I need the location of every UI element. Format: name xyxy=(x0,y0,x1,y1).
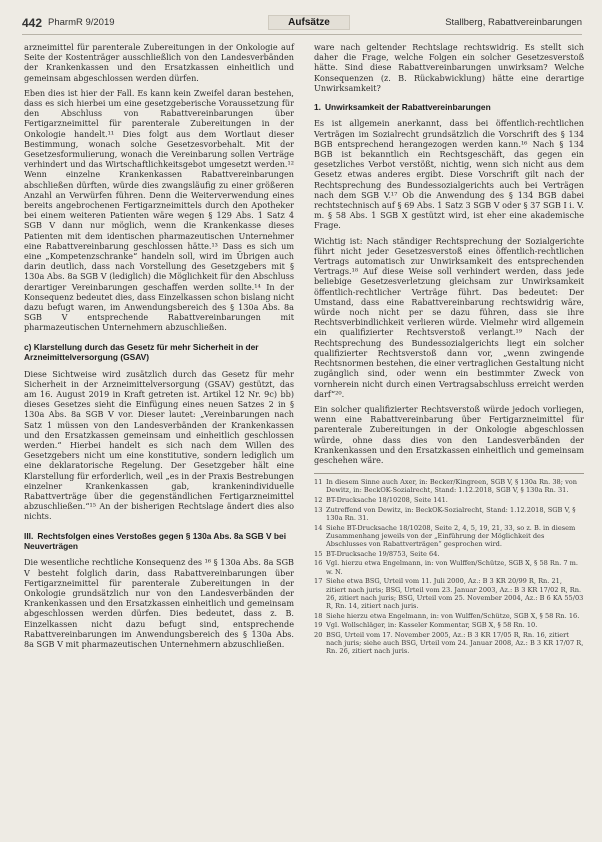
footnote-text: Vgl. hierzu etwa Engelmann, in: von Wulffen/Schütze, SGB X, § 58 Rn. 7 m. w. N. xyxy=(326,559,578,576)
section-heading xyxy=(24,531,294,552)
footnote xyxy=(314,524,584,549)
footnote-number: 20 xyxy=(314,631,323,640)
footnote-number: 14 xyxy=(314,523,323,532)
journal-citation: PharmR 9/2019 xyxy=(48,17,115,28)
footnotes xyxy=(314,473,584,656)
running-title: Stallberg, Rabattvereinbarungen xyxy=(445,17,582,28)
footnote-text: In diesem Sinne auch Axer, in: Becker/Kingreen, SGB V, § 130a Rn. 38; von Dewitz, in: BeckOK-Sozialrecht, Stand: 1.12.2018, SGB V, § 130a Rn. 31. xyxy=(326,478,578,495)
section-heading: c) Klarstellung durch das Gesetz für mehr Sicherheit in der Arzneimittelversorgung (GSAV) xyxy=(24,341,259,363)
footnote-text: BT-Drucksache 19/8753, Seite 64. xyxy=(326,549,440,558)
footnote xyxy=(314,612,584,620)
header-rule xyxy=(22,34,582,35)
footnote-text: Siehe etwa BSG, Urteil vom 11. Juli 2000, Az.: B 3 KR 20/99 R, Rn. 21, zitiert nach juris; BSG, Urteil vom 23. Januar 2003, Az.: B 3 KR 17/02 R, Rn. 26, zitiert nach juris; BSG, Urteil vom 25. November 2004, Az.: B 6 KA 55/03 R, Rn. 14, zitiert nach juris. xyxy=(326,577,584,610)
paragraph: Wichtig ist: Nach ständiger Rechtsprechung der Sozialgerichte führt nicht jeder Gesetzesverstoß eines öffentlich-rechtlichen Vertrags automatisch zur Unwirksamkeit des entsprechenden Vertrags.¹⁸ Auf diese Weise soll verhindert werden, dass jede beliebige Gesetzesverletzung gleichsam zur Unwirksamkeit öffentlich-rechtlicher Verträge führt. Das bedeutet: Der Umstand, dass eine Rabattvereinbarung rechtswidrig wäre, würde noch nicht per se dazu führen, dass sie ihre Rechtsverbindlichkeit verlieren würde. Vielmehr wird allgemein ein qualifizierter Rechtsverstoß verlangt.¹⁹ Nach der Rechtsprechung des Bundessozialgerichts liegt ein solcher qualifizierter Rechtsverstoß dann vor, „wenn zwingende Rechtsnormen bestehen, die einer vertraglichen Gestaltung nicht zugänglich sind, oder wenn ein bestimmter Zweck von vornherein nicht durch einen Vertragsabschluss erreicht werden darf“²⁰. xyxy=(314,235,584,399)
footnote-text: BSG, Urteil vom 17. November 2005, Az.: B 3 KR 17/05 R, Rn. 16, zitiert nach juris; siehe auch BSG, Urteil vom 24. Januar 2008, Az.: B 3 KR 17/07 R, Rn. 26, zitiert nach juris. xyxy=(326,631,584,656)
footnote-number: 17 xyxy=(314,577,323,586)
paragraph: arzneimittel für parenterale Zubereitungen in der Onkologie auf Seite der Kostenträger ausschließlich von den Landesverbänden der Krankenkassen und den Ersatzkassen einheitlich und gemeinsam abgeschlossen werden dürfen. xyxy=(24,42,294,83)
footnote-number: 18 xyxy=(314,611,323,620)
paragraph: Es ist allgemein anerkannt, dass bei öffentlich-rechtlichen Verträgen im Sozialrecht grundsätzlich die Vorschrift des § 134 BGB entsprechend herangezogen werden kann.¹⁶ Nach § 134 BGB ist bekanntlich ein Rechtsgeschäft, das gegen ein gesetzliches Verbot verstößt, nichtig, wenn sich nicht aus dem Gesetz etwas anderes ergibt. Diese Vorschrift gilt nach der Rechtsprechung des Bundessozialgerichts auch bei Verträgen nach dem SGB V.¹⁷ Ob die Anwendung des § 134 BGB dabei rechtstechnisch auf § 69 Abs. 1 Satz 3 SGB V oder § 37 SGB I i. V. m. § 58 Abs. 1 SGB X gestützt wird, ist eher eine akademische Frage. xyxy=(314,118,584,231)
footnote-text: Vgl. Wollschläger, in: Kasseler Kommentar, SGB X, § 58 Rn. 10. xyxy=(326,621,538,630)
page-header xyxy=(22,14,582,32)
footnote xyxy=(314,621,584,629)
footnote xyxy=(314,550,584,558)
footnote xyxy=(314,631,584,656)
footnote-number: 12 xyxy=(314,496,323,505)
section-number: 1. xyxy=(314,102,321,113)
footnote-number: 16 xyxy=(314,559,323,568)
paragraph: Die wesentliche rechtliche Konsequenz des ¹⁶ § 130a Abs. 8a SGB V besteht folglich darin, dass Rabattvereinbarungen über Fertigarzneimittel für parenterale Zubereitungen in der Onkologie grundsätzlich nur von den Landesverbänden der Krankenkassen und den Ersatzkassen einheitlich und gemeinsam abgeschlossen werden dürfen. Dies bedeutet, dass z. B. Einzelkassen nicht dazu befugt sind, entsprechende Rabattvereinbarungen im Anwendungsbereich des § 130a Abs. 8a SGB V mit pharmazeutischen Unternehmern abzuschließen. xyxy=(24,557,294,649)
footnote xyxy=(314,577,584,610)
footnote-text: Siehe BT-Drucksache 18/10208, Seite 2, 4, 5, 19, 21, 33, so z. B. in diesem Zusammenhang jeweils von der „Einführung der Möglichkeit des Abschlusses von Rabattverträgen“ gesprochen wird. xyxy=(326,523,576,549)
footnote-number: 15 xyxy=(314,549,323,558)
footnote xyxy=(314,559,584,575)
footnote xyxy=(314,506,584,522)
footnote-number: 11 xyxy=(314,478,323,487)
left-column xyxy=(24,42,294,654)
footnote xyxy=(314,496,584,504)
footnote-text: Zutreffend von Dewitz, in: BeckOK-Sozialrecht, Stand: 1.12.2018, SGB V, § 130a Rn. 31. xyxy=(326,505,576,522)
page-number: 442 xyxy=(22,16,43,30)
right-column xyxy=(314,42,584,657)
footnote-text: BT-Drucksache 18/10208, Seite 141. xyxy=(326,496,448,505)
paragraph: Diese Sichtweise wird zusätzlich durch das Gesetz für mehr Sicherheit in der Arzneimittelversorgung (GSAV) gestützt, das am 16. August 2019 in Kraft getreten ist. Artikel 12 Nr. 9c) bb) dieses Gesetzes sieht die Einfügung eines neuen Satzes 2 in § 130a Abs. 8a SGB V vor. Dieser lautet: „Vereinbarungen nach Satz 1 müssen von den Landesverbänden der Krankenkassen und den Ersatzkassen gemeinsam und einheitlich geschlossen werden.“ Hierbei handelt es sich nach dem Willen des Gesetzgebers nicht um eine konstitutive, sondern lediglich um eine deklaratorische Regelung. Der Gesetzgeber hält eine Klarstellung für erforderlich, weil „es in der Praxis Bestrebungen einzelner Krankenkassen gab, krankenindividuelle Rabattverträge über die gegenständlichen Fertigarzneimittel abzuschließen.“¹⁵ An der bisherigen Rechtslage ändert dies also nichts. xyxy=(24,368,294,522)
section-tag: Aufsätze xyxy=(268,15,350,30)
paragraph: Eben dies ist hier der Fall. Es kann kein Zweifel daran bestehen, dass es sich hierbei um eine gesetzgeberische Voraussetzung für den Abschluss von Rabattvereinbarungen über Fertigarzneimittel für parenterale Zubereitungen in der Onkologie handelt.¹¹ Dies folgt aus dem Wortlaut dieser Bestimmung, wonach solche Gesetzesvorbehalt. Mit der Gesetzesformulierung, wonach die Vereinbarung sollen Verträge verhindert und das Wirtschaftlichkeitsgebot umgesetzt werden.¹² Wenn einzelne Krankenkassen Rabattvereinbarungen abschließen dürften, würde dies zwangsläufig zu einer größeren Anzahl an Verwürfen führen. Denn die Weiterverwendung eines bereits angebrochenen Fertigarzneimittels durch den Apotheker bei einem weiteren Patienten wäre wegen § 129 Abs. 1 Satz 4 SGB V dann nur möglich, wenn die Krankenkasse dieses Patienten mit dem identischen pharmazeutischen Unternehmer eine Rabattvereinbarung geschlossen hätte.¹³ Dass es sich um eine „Kompetenzschranke“ handeln soll, wird im Übrigen auch darin deutlich, dass nach Vorstellung des Gesetzgebers mit § 130a Abs. 8a SGB V (lediglich) die Möglichkeit für den Abschluss derartiger Vereinbarungen geschaffen werden sollte.¹⁴ In der Konsequenz bedeutet dies, dass Einzelkassen schon bislang nicht dazu befugt waren, im Anwendungsbereich des § 130a Abs. 8a SGB V entsprechende Rabattvereinbarungen mit pharmazeutischen Unternehmern abzuschließen. xyxy=(24,87,294,333)
section-heading-text: Rechtsfolgen eines Verstoßes gegen § 130a Abs. 8a SGB V bei Neuverträgen xyxy=(24,530,287,551)
paragraph: Ein solcher qualifizierter Rechtsverstoß würde jedoch vorliegen, wenn eine Rabattvereinbarung über Fertigarzneimittel für parenterale Zubereitungen in der Onkologie abgeschlossen würde, ohne dass dies von den Landesverbänden der Krankenkassen und den Ersatzkassen einheitlich und gemeinsam geschehen wäre. xyxy=(314,403,584,465)
footnote-number: 13 xyxy=(314,505,323,514)
section-heading xyxy=(314,102,584,112)
footnote-text: Siehe hierzu etwa Engelmann, in: von Wulffen/Schütze, SGB X, § 58 Rn. 16. xyxy=(326,611,580,620)
paragraph: ware nach geltender Rechtslage rechtswidrig. Es stellt sich daher die Frage, welche Folgen ein solcher Gesetzesverstoß hätte. Sind diese Rabattvereinbarungen unwirksam? Welche Konsequenzen (z. B. Rückabwicklung) hätte eine derartige Unwirksamkeit? xyxy=(314,42,584,93)
footnote xyxy=(314,478,584,494)
section-number: III. xyxy=(24,530,34,541)
footnote-number: 19 xyxy=(314,621,323,630)
section-heading-text: Unwirksamkeit der Rabattvereinbarungen xyxy=(325,102,491,113)
